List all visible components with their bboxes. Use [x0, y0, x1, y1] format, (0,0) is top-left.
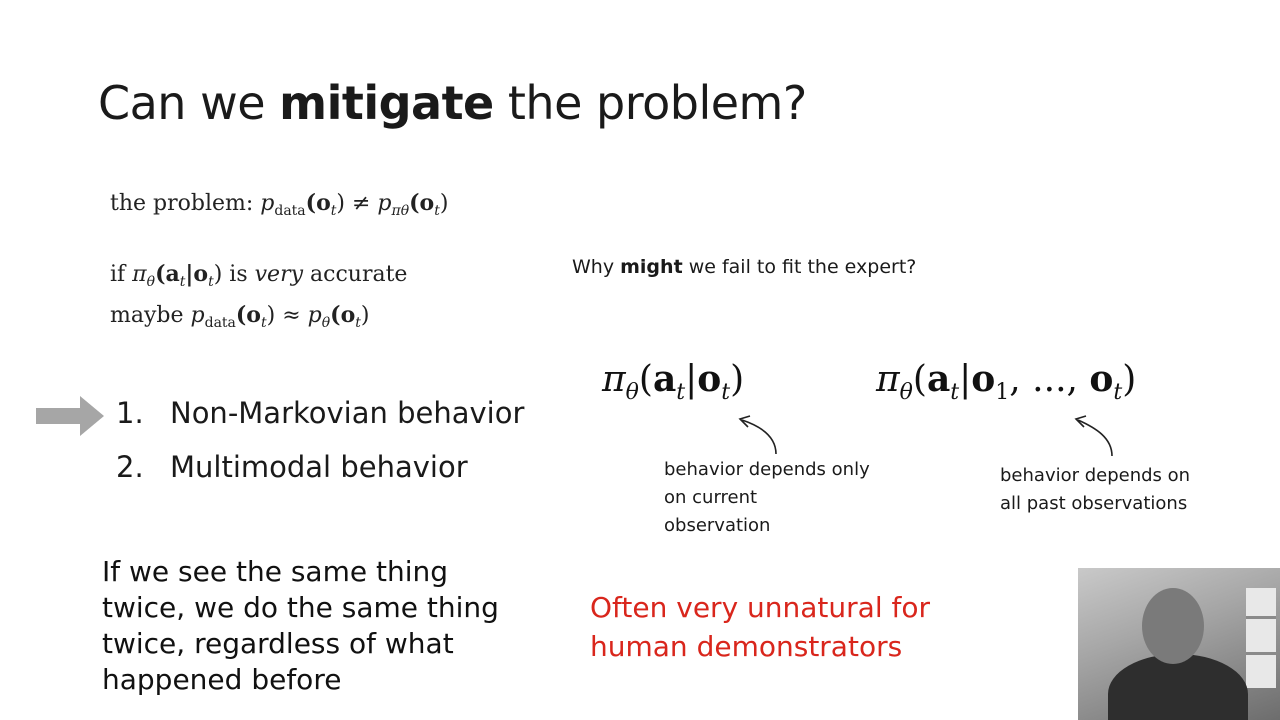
markov-a-sub: t [676, 380, 686, 405]
history-mid: , ..., [1009, 359, 1090, 400]
history-pi: π [876, 359, 900, 400]
maybe-arg2: (o [330, 302, 356, 328]
condition-bar-sub: t [208, 274, 214, 290]
markov-theta: θ [625, 380, 639, 405]
maybe-p2: p [307, 303, 322, 328]
condition-if: if [110, 262, 133, 287]
problem-lhs-close: ) [336, 191, 345, 216]
problem-rhs-close: ) [439, 191, 449, 216]
pointer-arrow-icon [36, 396, 104, 436]
maybe-p1: p [190, 303, 205, 328]
markov-explanation [102, 554, 562, 698]
question-part2: we fail to fit the expert? [682, 256, 917, 278]
maybe-p1-sub: data [204, 315, 236, 331]
webcam-shelf [1246, 588, 1276, 688]
explanation-line1: If we see the same thing [102, 555, 449, 588]
markov-note-line2: on current [664, 487, 758, 508]
history-curved-arrow-icon [1068, 408, 1128, 460]
history-ot: o [1089, 358, 1114, 400]
markov-o: o [697, 358, 722, 400]
presenter-body [1108, 654, 1248, 720]
condition-very: very [254, 262, 304, 287]
condition-equation [110, 261, 407, 290]
condition-is: is [222, 262, 255, 287]
slide-title [98, 76, 807, 130]
list-item-non-markovian [116, 396, 524, 430]
markov-bar: | [685, 359, 698, 400]
maybe-arg1-sub: t [260, 315, 267, 331]
markov-note-line1: behavior depends only [664, 459, 870, 480]
markov-policy-formula [602, 358, 744, 405]
list-item-multimodal [116, 450, 468, 484]
title-part1: Can we [98, 76, 280, 130]
explanation-line4: happened before [102, 663, 342, 696]
condition-pi: π [132, 262, 147, 287]
list-label-2: Multimodal behavior [170, 450, 468, 484]
history-note-line1: behavior depends on [1000, 465, 1191, 486]
markov-close: ) [730, 359, 745, 400]
history-close: ) [1122, 359, 1137, 400]
condition-accurate: accurate [303, 262, 408, 287]
history-a: a [926, 358, 951, 400]
maybe-p2-sub: θ [321, 315, 331, 331]
title-bold: mitigate [279, 76, 494, 130]
history-note [1000, 462, 1190, 518]
markov-note-line3: observation [664, 515, 771, 536]
history-theta: θ [899, 380, 913, 405]
explanation-line3: twice, regardless of what [102, 627, 454, 660]
history-open: ( [912, 359, 927, 400]
condition-close: ) [213, 262, 223, 287]
question-part1: Why [572, 256, 621, 278]
question-text [572, 256, 916, 278]
problem-lhs-arg-sub: t [330, 203, 337, 219]
condition-arg: (a [155, 261, 180, 287]
webcam-shelf-line [1246, 652, 1276, 655]
history-ot-sub: t [1113, 380, 1123, 405]
history-bar: | [959, 359, 972, 400]
markov-pi: π [602, 359, 626, 400]
problem-lhs-sub: data [274, 203, 306, 219]
explanation-line2: twice, we do the same thing [102, 591, 499, 624]
problem-lhs-p: p [260, 191, 275, 216]
maybe-word: maybe [110, 303, 191, 328]
list-num-1: 1. [116, 396, 144, 430]
markov-a: a [652, 358, 677, 400]
problem-equation [110, 190, 448, 219]
history-o1: o [971, 358, 996, 400]
condition-arg-sub: t [179, 274, 186, 290]
history-a-sub: t [950, 380, 960, 405]
title-part2: the problem? [493, 76, 807, 130]
warning-line2: human demonstrators [590, 630, 903, 663]
webcam-shelf-line [1246, 616, 1276, 619]
unnatural-warning [590, 588, 1010, 666]
markov-open: ( [638, 359, 653, 400]
problem-rhs-p: p [377, 191, 392, 216]
maybe-arg1: (o [235, 302, 261, 328]
problem-lhs-arg: (o [305, 190, 331, 216]
problem-neq: ≠ [344, 191, 378, 216]
maybe-close2: ) [360, 303, 370, 328]
history-note-line2: all past observations [1000, 493, 1188, 514]
problem-rhs-sub: πθ [391, 203, 410, 219]
problem-label: the problem: [110, 191, 261, 216]
maybe-approx: ≈ [275, 303, 308, 328]
question-bold: might [620, 256, 683, 278]
history-o1-sub: 1 [995, 380, 1010, 405]
condition-bar: |o [185, 261, 209, 287]
condition-theta: θ [146, 274, 156, 290]
maybe-close1: ) [266, 303, 276, 328]
maybe-equation [110, 302, 370, 331]
markov-o-sub: t [721, 380, 731, 405]
presenter-webcam [1078, 568, 1280, 720]
list-num-2: 2. [116, 450, 144, 484]
problem-rhs-arg: (o [409, 190, 435, 216]
list-label-1: Non-Markovian behavior [170, 396, 525, 430]
problem-rhs-arg-sub: t [434, 203, 440, 219]
warning-line1: Often very unnatural for [590, 591, 931, 624]
history-policy-formula [876, 358, 1136, 405]
maybe-arg2-sub: t [355, 315, 361, 331]
presenter-head [1142, 588, 1204, 664]
markov-curved-arrow-icon [730, 408, 790, 458]
markov-note [664, 456, 870, 540]
